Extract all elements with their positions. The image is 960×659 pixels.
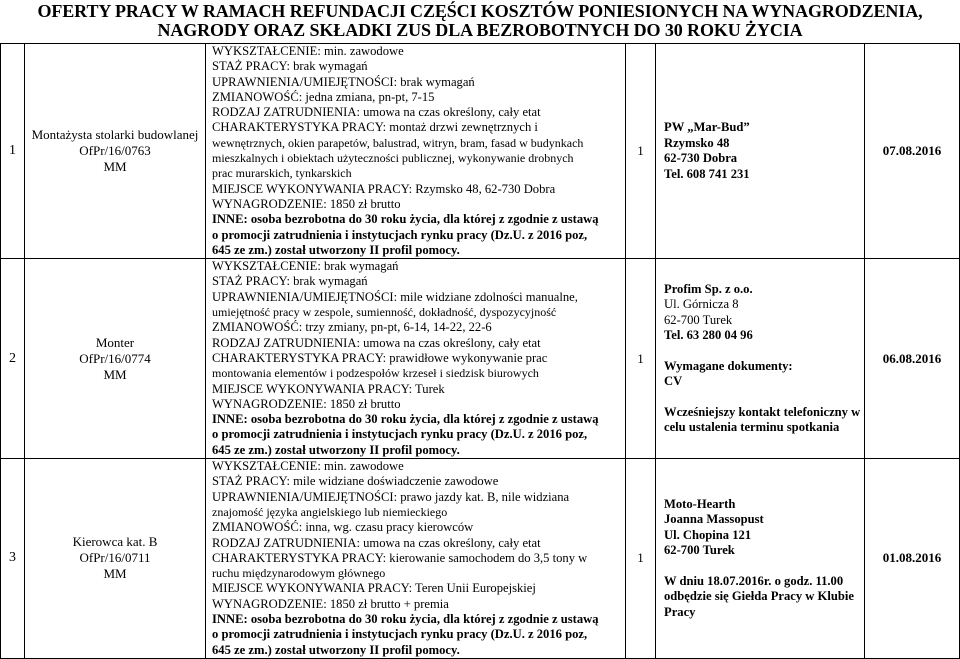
- employer-info: [656, 44, 865, 259]
- employer-line: CV: [664, 374, 683, 389]
- job-offers-table: [0, 43, 960, 659]
- employer-info: [656, 459, 865, 659]
- detail-line: RODZAJ ZATRUDNIENIA: umowa na czas określony, cały etat: [212, 105, 541, 120]
- offer-position: [25, 44, 206, 259]
- detail-line: o promocji zatrudnienia i instytucjach rynku pracy (Dz.U. z 2016 poz,: [212, 627, 588, 642]
- detail-line: WYKSZTAŁCENIE: min. zawodowe: [212, 459, 404, 474]
- detail-line: RODZAJ ZATRUDNIENIA: umowa na czas określony, cały etat: [212, 335, 541, 350]
- employer-line: 62-700 Turek: [664, 312, 733, 327]
- detail-line: UPRAWNIENIA/UMIEJĘTNOŚCI: prawo jazdy kat. B, nile widziana: [212, 489, 570, 504]
- spacer: [664, 344, 860, 359]
- detail-line: INNE: osoba bezrobotna do 30 roku życia, dla której z zgodnie z ustawą: [212, 212, 599, 227]
- spacer: [664, 559, 860, 574]
- detail-line: 645 ze zm.) został utworzony II profil pomocy.: [212, 242, 460, 257]
- offer-date: 06.08.2016: [865, 259, 960, 459]
- employer-line: celu ustalenia terminu spotkania: [664, 420, 840, 435]
- position-title: Montażysta stolarki budowlanej: [31, 127, 199, 143]
- offer-date: 07.08.2016: [865, 44, 960, 259]
- employer-line: 62-730 Dobra: [664, 151, 738, 166]
- detail-line: mieszkalnych i obiektach użyteczności publicznej, wykonywanie drobnych: [212, 151, 574, 166]
- employer-line: Moto-Hearth: [664, 496, 736, 511]
- detail-line: WYNAGRODZENIE: 1850 zł brutto: [212, 396, 401, 411]
- detail-line: WYNAGRODZENIE: 1850 zł brutto + premia: [212, 596, 449, 611]
- employer-line: Profim Sp. z o.o.: [664, 281, 753, 296]
- offer-details: [206, 44, 626, 259]
- offer-position: [25, 259, 206, 459]
- employer-line: Tel. 608 741 231: [664, 166, 750, 181]
- employer-line: Ul. Górnicza 8: [664, 297, 739, 312]
- employer-line: Rzymsko 48: [664, 135, 730, 150]
- detail-line: ZMIANOWOŚĆ: trzy zmiany, pn-pt, 6-14, 14-22, 22-6: [212, 320, 492, 335]
- detail-line: ZMIANOWOŚĆ: jedna zmiana, pn-pt, 7-15: [212, 89, 435, 104]
- offer-details: [206, 259, 626, 459]
- detail-line: WYKSZTAŁCENIE: min. zawodowe: [212, 44, 404, 58]
- offer-code: OfPr/16/0763: [79, 143, 151, 159]
- title-line-1: OFERTY PRACY W RAMACH REFUNDACJI CZĘŚCI KOSZTÓW PONIESIONYCH NA WYNAGRODZENIA,: [37, 1, 923, 21]
- employer-line: Ul. Chopina 121: [664, 527, 752, 542]
- detail-line: UPRAWNIENIA/UMIEJĘTNOŚCI: mile widziane zdolności manualne,: [212, 289, 578, 304]
- detail-line: RODZAJ ZATRUDNIENIA: umowa na czas określony, cały etat: [212, 535, 541, 550]
- position-title: Monter: [95, 334, 135, 350]
- employer-line: PW „Mar-Bud”: [664, 120, 750, 135]
- detail-line: ZMIANOWOŚĆ: inna, wg. czasu pracy kierowców: [212, 520, 474, 535]
- employer-info: [656, 259, 865, 459]
- detail-line: INNE: osoba bezrobotna do 30 roku życia, dla której z zgodnie z ustawą: [212, 611, 599, 626]
- employer-line: odbędzie się Giełda Pracy w Klubie: [664, 589, 854, 604]
- offer-office-code: MM: [103, 566, 127, 582]
- detail-line: 645 ze zm.) został utworzony II profil pomocy.: [212, 642, 460, 657]
- detail-line: UPRAWNIENIA/UMIEJĘTNOŚCI: brak wymagań: [212, 74, 475, 89]
- detail-line: MIEJSCE WYKONYWANIA PRACY: Teren Unii Europejskiej: [212, 581, 536, 596]
- offer-row-2: [1, 259, 960, 459]
- detail-line: MIEJSCE WYKONYWANIA PRACY: Turek: [212, 381, 445, 396]
- offer-number: 1: [1, 44, 25, 259]
- title-line-2: NAGRODY ORAZ SKŁADKI ZUS DLA BEZROBOTNYCH DO 30 ROKU ŻYCIA: [157, 20, 803, 40]
- offer-office-code: MM: [103, 159, 127, 175]
- offer-number: 2: [1, 259, 25, 459]
- offer-code: OfPr/16/0774: [79, 350, 151, 366]
- vacancy-count: 1: [626, 44, 656, 259]
- document-title: [0, 2, 960, 40]
- employer-line: Wcześniejszy kontakt telefoniczny w: [664, 404, 861, 419]
- detail-line: MIEJSCE WYKONYWANIA PRACY: Rzymsko 48, 62-730 Dobra: [212, 181, 556, 196]
- offer-row-3: [1, 459, 960, 659]
- detail-line: WYKSZTAŁCENIE: brak wymagań: [212, 259, 399, 274]
- detail-line: montowania elementów i podzespołów krzeseł i siedzisk biurowych: [212, 366, 539, 381]
- employer-line: Joanna Massopust: [664, 512, 764, 527]
- detail-line: CHARAKTERYSTYKA PRACY: montaż drzwi zewnętrznych i: [212, 120, 538, 135]
- detail-line: ruchu międzynarodowym głównego: [212, 566, 386, 581]
- employer-line: Wymagane dokumenty:: [664, 358, 793, 373]
- position-title: Kierowca kat. B: [72, 534, 158, 550]
- detail-line: o promocji zatrudnienia i instytucjach rynku pracy (Dz.U. z 2016 poz,: [212, 427, 588, 442]
- offer-number: 3: [1, 459, 25, 659]
- detail-line: znajomość języka angielskiego lub niemieckiego: [212, 504, 448, 519]
- offer-code: OfPr/16/0711: [79, 550, 151, 566]
- detail-line: 645 ze zm.) został utworzony II profil pomocy.: [212, 442, 460, 457]
- vacancy-count: 1: [626, 459, 656, 659]
- vacancy-count: 1: [626, 259, 656, 459]
- detail-line: umiejętność pracy w zespole, sumienność, dokładność, dyspozycyjność: [212, 305, 557, 320]
- detail-line: wewnętrznych, okien parapetów, balustrad, witryn, bram, fasad w budynkach: [212, 135, 584, 150]
- employer-line: 62-700 Turek: [664, 543, 735, 558]
- detail-line: CHARAKTERYSTYKA PRACY: prawidłowe wykonywanie prac: [212, 350, 548, 365]
- offer-details: [206, 459, 626, 659]
- offer-office-code: MM: [103, 366, 127, 382]
- employer-line: Pracy: [664, 604, 696, 619]
- detail-line: CHARAKTERYSTYKA PRACY: kierowanie samochodem do 3,5 tony w: [212, 550, 588, 565]
- detail-line: o promocji zatrudnienia i instytucjach rynku pracy (Dz.U. z 2016 poz,: [212, 227, 588, 242]
- detail-line: WYNAGRODZENIE: 1850 zł brutto: [212, 196, 401, 211]
- employer-line: Tel. 63 280 04 96: [664, 328, 753, 343]
- detail-line: prac murarskich, tynkarskich: [212, 166, 352, 181]
- offer-date: 01.08.2016: [865, 459, 960, 659]
- detail-line: STAŻ PRACY: brak wymagań: [212, 274, 368, 289]
- detail-line: STAŻ PRACY: mile widziane doświadczenie zawodowe: [212, 474, 499, 489]
- detail-line: INNE: osoba bezrobotna do 30 roku życia, dla której z zgodnie z ustawą: [212, 412, 599, 427]
- spacer: [664, 390, 860, 405]
- detail-line: STAŻ PRACY: brak wymagań: [212, 59, 368, 74]
- offer-row-1: [1, 44, 960, 259]
- employer-line: W dniu 18.07.2016r. o godz. 11.00: [664, 573, 844, 588]
- offer-position: [25, 459, 206, 659]
